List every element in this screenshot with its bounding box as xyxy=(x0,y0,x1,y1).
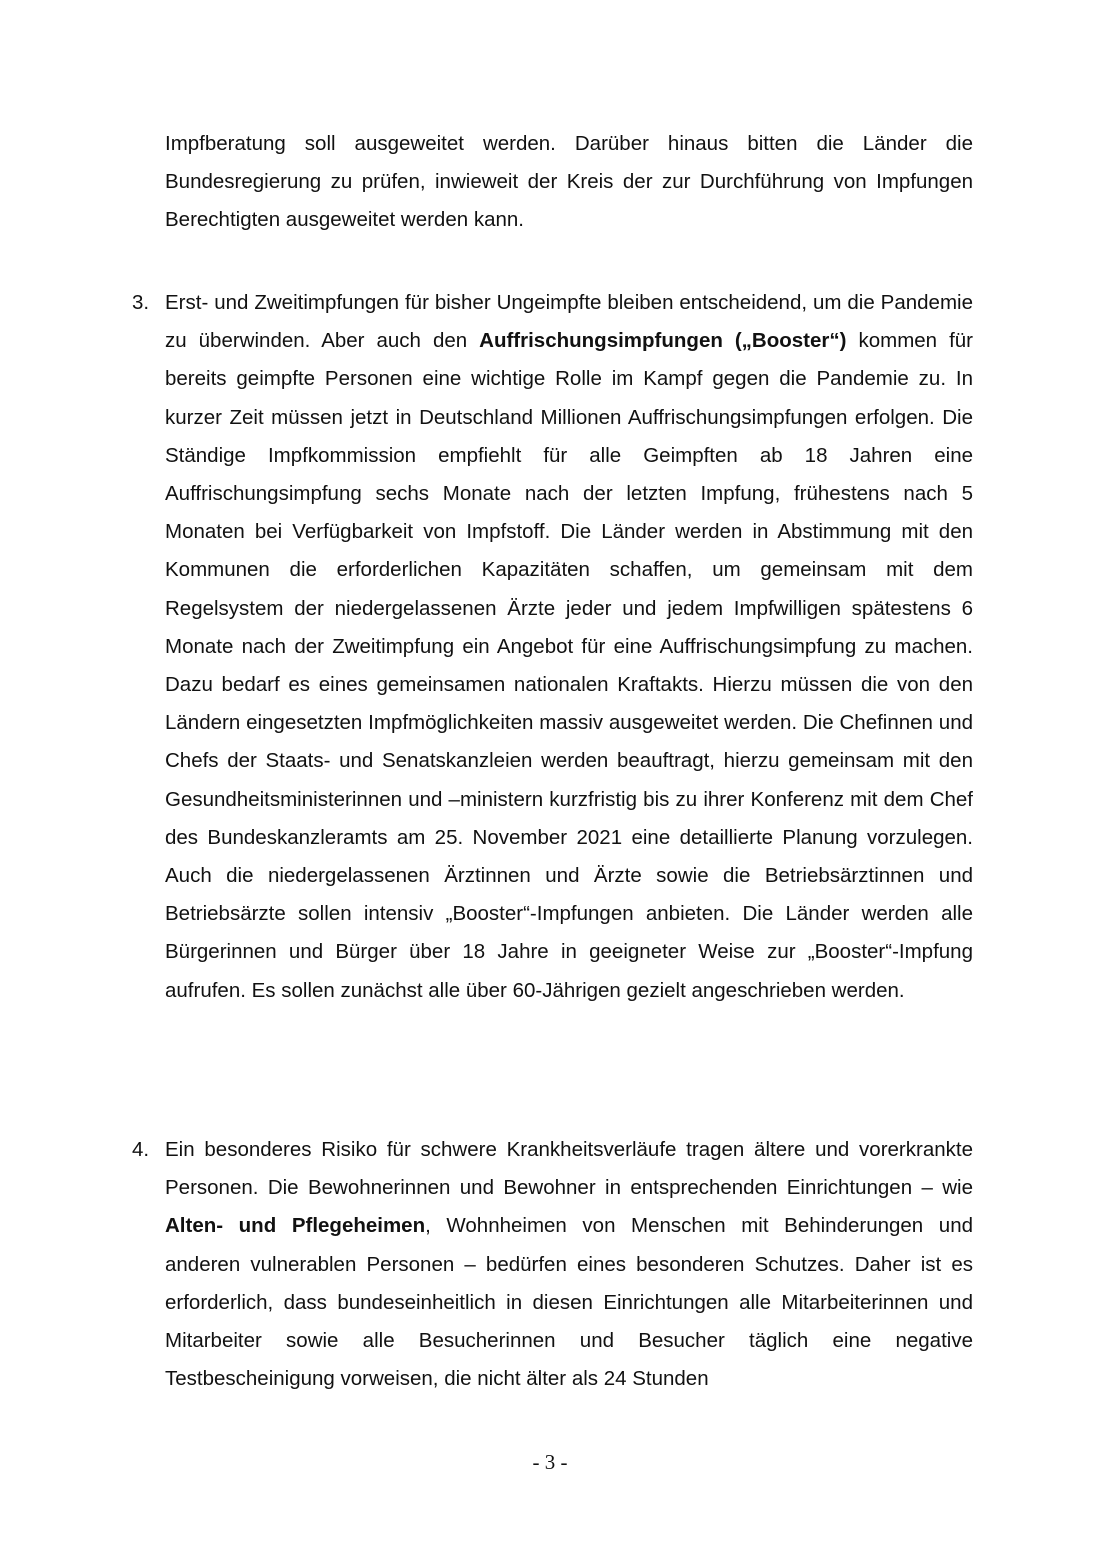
page-number: - 3 - xyxy=(532,1450,568,1474)
item-4-text-b: , Wohnheimen von Menschen mit Behinderungen und anderen vulnerablen Personen – bedürfen eines besonderen Schutzes. Daher ist es erforderlich, dass bundeseinheitlich in diesen Einrichtungen alle Mitarbeiterinnen und Mitarbeiter sowie alle Besucherinnen und Besucher täglich eine negative Testbescheinigung vorweisen, die nicht älter als 24 Stunden xyxy=(165,1214,973,1391)
item-4-paragraph xyxy=(165,1131,973,1398)
item-3-paragraph xyxy=(165,284,973,1010)
intro-text: Impfberatung soll ausgeweitet werden. Darüber hinaus bitten die Länder die Bundesregierung zu prüfen, inwieweit der Kreis der zur Durchführung von Impfungen Berechtigten ausgeweitet werden kann. xyxy=(165,132,973,232)
intro-paragraph xyxy=(165,125,973,240)
item-3-text-a: Erst- und Zweitimpfungen für bisher Ungeimpfte bleiben entscheidend, um die Pandemie zu überwinden. Aber auch den xyxy=(165,291,973,353)
item-3-text-b: kommen für bereits geimpfte Personen eine wichtige Rolle im Kampf gegen die Pandemie zu. In kurzer Zeit müssen jetzt in Deutschland Millionen Auffrischungsimpfungen erfolgen. Die Ständige Impfkommission empfiehlt für alle Geimpften ab 18 Jahren eine Auffrischungsimpfung sechs Monate nach der letzten Impfung, frühestens nach 5 Monaten bei Verfügbarkeit von Impfstoff. Die Länder werden in Abstimmung mit den Kommunen die erforderlichen Kapazitäten schaffen, um gemeinsam mit dem Regelsystem der niedergelassenen Ärzte jeder und jedem Impfwilligen spätestens 6 Monate nach der Zweitimpfung ein Angebot für eine Auffrischungsimpfung zu machen. Dazu bedarf es eines gemeinsamen nationalen Kraftakts. Hierzu müssen die von den Ländern eingesetzten Impfmöglichkeiten massiv ausgeweitet werden. Die Chefinnen und Chefs der Staats- und Senatskanzleien werden beauftragt, hierzu gemeinsam mit den Gesundheitsministerinnen und –ministern kurzfristig bis zu ihrer Konferenz mit dem Chef des Bundeskanzleramts am 25. November 2021 eine detaillierte Planung vorzulegen. Auch die niedergelassenen Ärztinnen und Ärzte sowie die Betriebsärztinnen und Betriebsärzte sollen intensiv „Booster“-Impfungen anbieten. Die Länder werden alle Bürgerinnen und Bürger über 18 Jahre in geeigneter Weise zur „Booster“-Impfung aufrufen. Es sollen zunächst alle über 60-Jährigen gezielt angeschrieben werden. xyxy=(165,329,974,1002)
item-3-number: 3. xyxy=(132,291,150,314)
item-4-text-a: Ein besonderes Risiko für schwere Krankheitsverläufe tragen ältere und vorerkrankte Personen. Die Bewohnerinnen und Bewohner in entsprechenden Einrichtungen – wie xyxy=(165,1138,973,1200)
item-4-number: 4. xyxy=(132,1138,150,1161)
item-4-bold-term: Alten- und Pflegeheimen xyxy=(165,1214,426,1238)
item-3-bold-term: Auffrischungsimpfungen („Booster“) xyxy=(479,329,847,353)
